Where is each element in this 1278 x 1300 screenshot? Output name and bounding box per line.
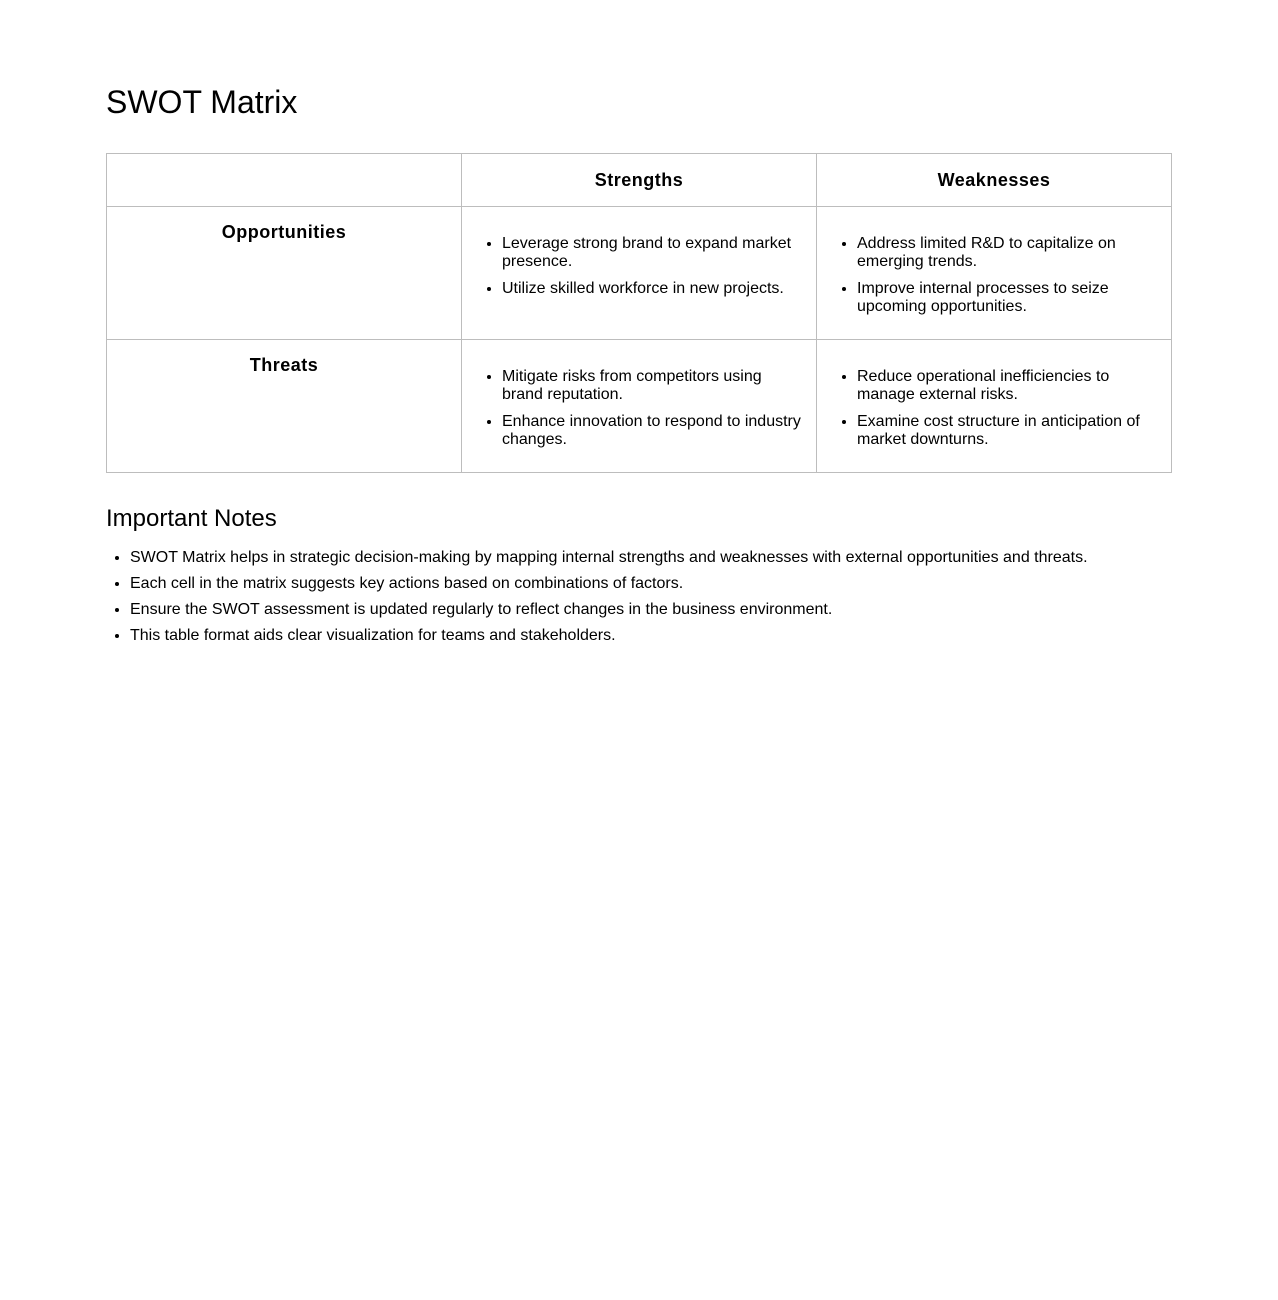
header-corner-cell — [107, 154, 462, 207]
table-header-row — [107, 154, 1172, 207]
header-weaknesses: Weaknesses — [817, 154, 1172, 207]
notes-list — [106, 549, 1172, 645]
list-item: • Enhance innovation to respond to industry changes. — [502, 412, 806, 449]
list-item: • Examine cost structure in anticipation of market downturns. — [857, 412, 1161, 449]
page — [0, 0, 1278, 645]
note-item: • Ensure the SWOT assessment is updated regularly to reflect changes in the business environment. — [130, 601, 1172, 619]
list-item: • Leverage strong brand to expand market presence. — [502, 234, 806, 271]
action-list — [462, 367, 806, 449]
cell-opportunities-weaknesses — [817, 207, 1172, 340]
list-item: • Mitigate risks from competitors using brand reputation. — [502, 367, 806, 404]
note-item: • SWOT Matrix helps in strategic decision-making by mapping internal strengths and weaknesses with external opportunities and threats. — [130, 549, 1172, 567]
row-opportunities — [107, 207, 1172, 340]
list-item: • Utilize skilled workforce in new projects. — [502, 279, 806, 298]
note-item: • This table format aids clear visualization for teams and stakeholders. — [130, 627, 1172, 645]
row-threats — [107, 340, 1172, 473]
cell-threats-weaknesses — [817, 340, 1172, 473]
header-strengths: Strengths — [462, 154, 817, 207]
page-title: SWOT Matrix — [106, 84, 298, 120]
row-label-opportunities: Opportunities — [107, 207, 462, 340]
note-item: • Each cell in the matrix suggests key actions based on combinations of factors. — [130, 575, 1172, 593]
list-item: • Address limited R&D to capitalize on emerging trends. — [857, 234, 1161, 271]
action-list — [817, 234, 1161, 316]
list-item: • Reduce operational inefficiencies to manage external risks. — [857, 367, 1161, 404]
cell-threats-strengths — [462, 340, 817, 473]
notes-heading: Important Notes — [106, 505, 277, 532]
list-item: • Improve internal processes to seize upcoming opportunities. — [857, 279, 1161, 316]
cell-opportunities-strengths — [462, 207, 817, 340]
swot-matrix-table — [106, 153, 1172, 473]
row-label-threats: Threats — [107, 340, 462, 473]
action-list — [462, 234, 806, 298]
action-list — [817, 367, 1161, 449]
